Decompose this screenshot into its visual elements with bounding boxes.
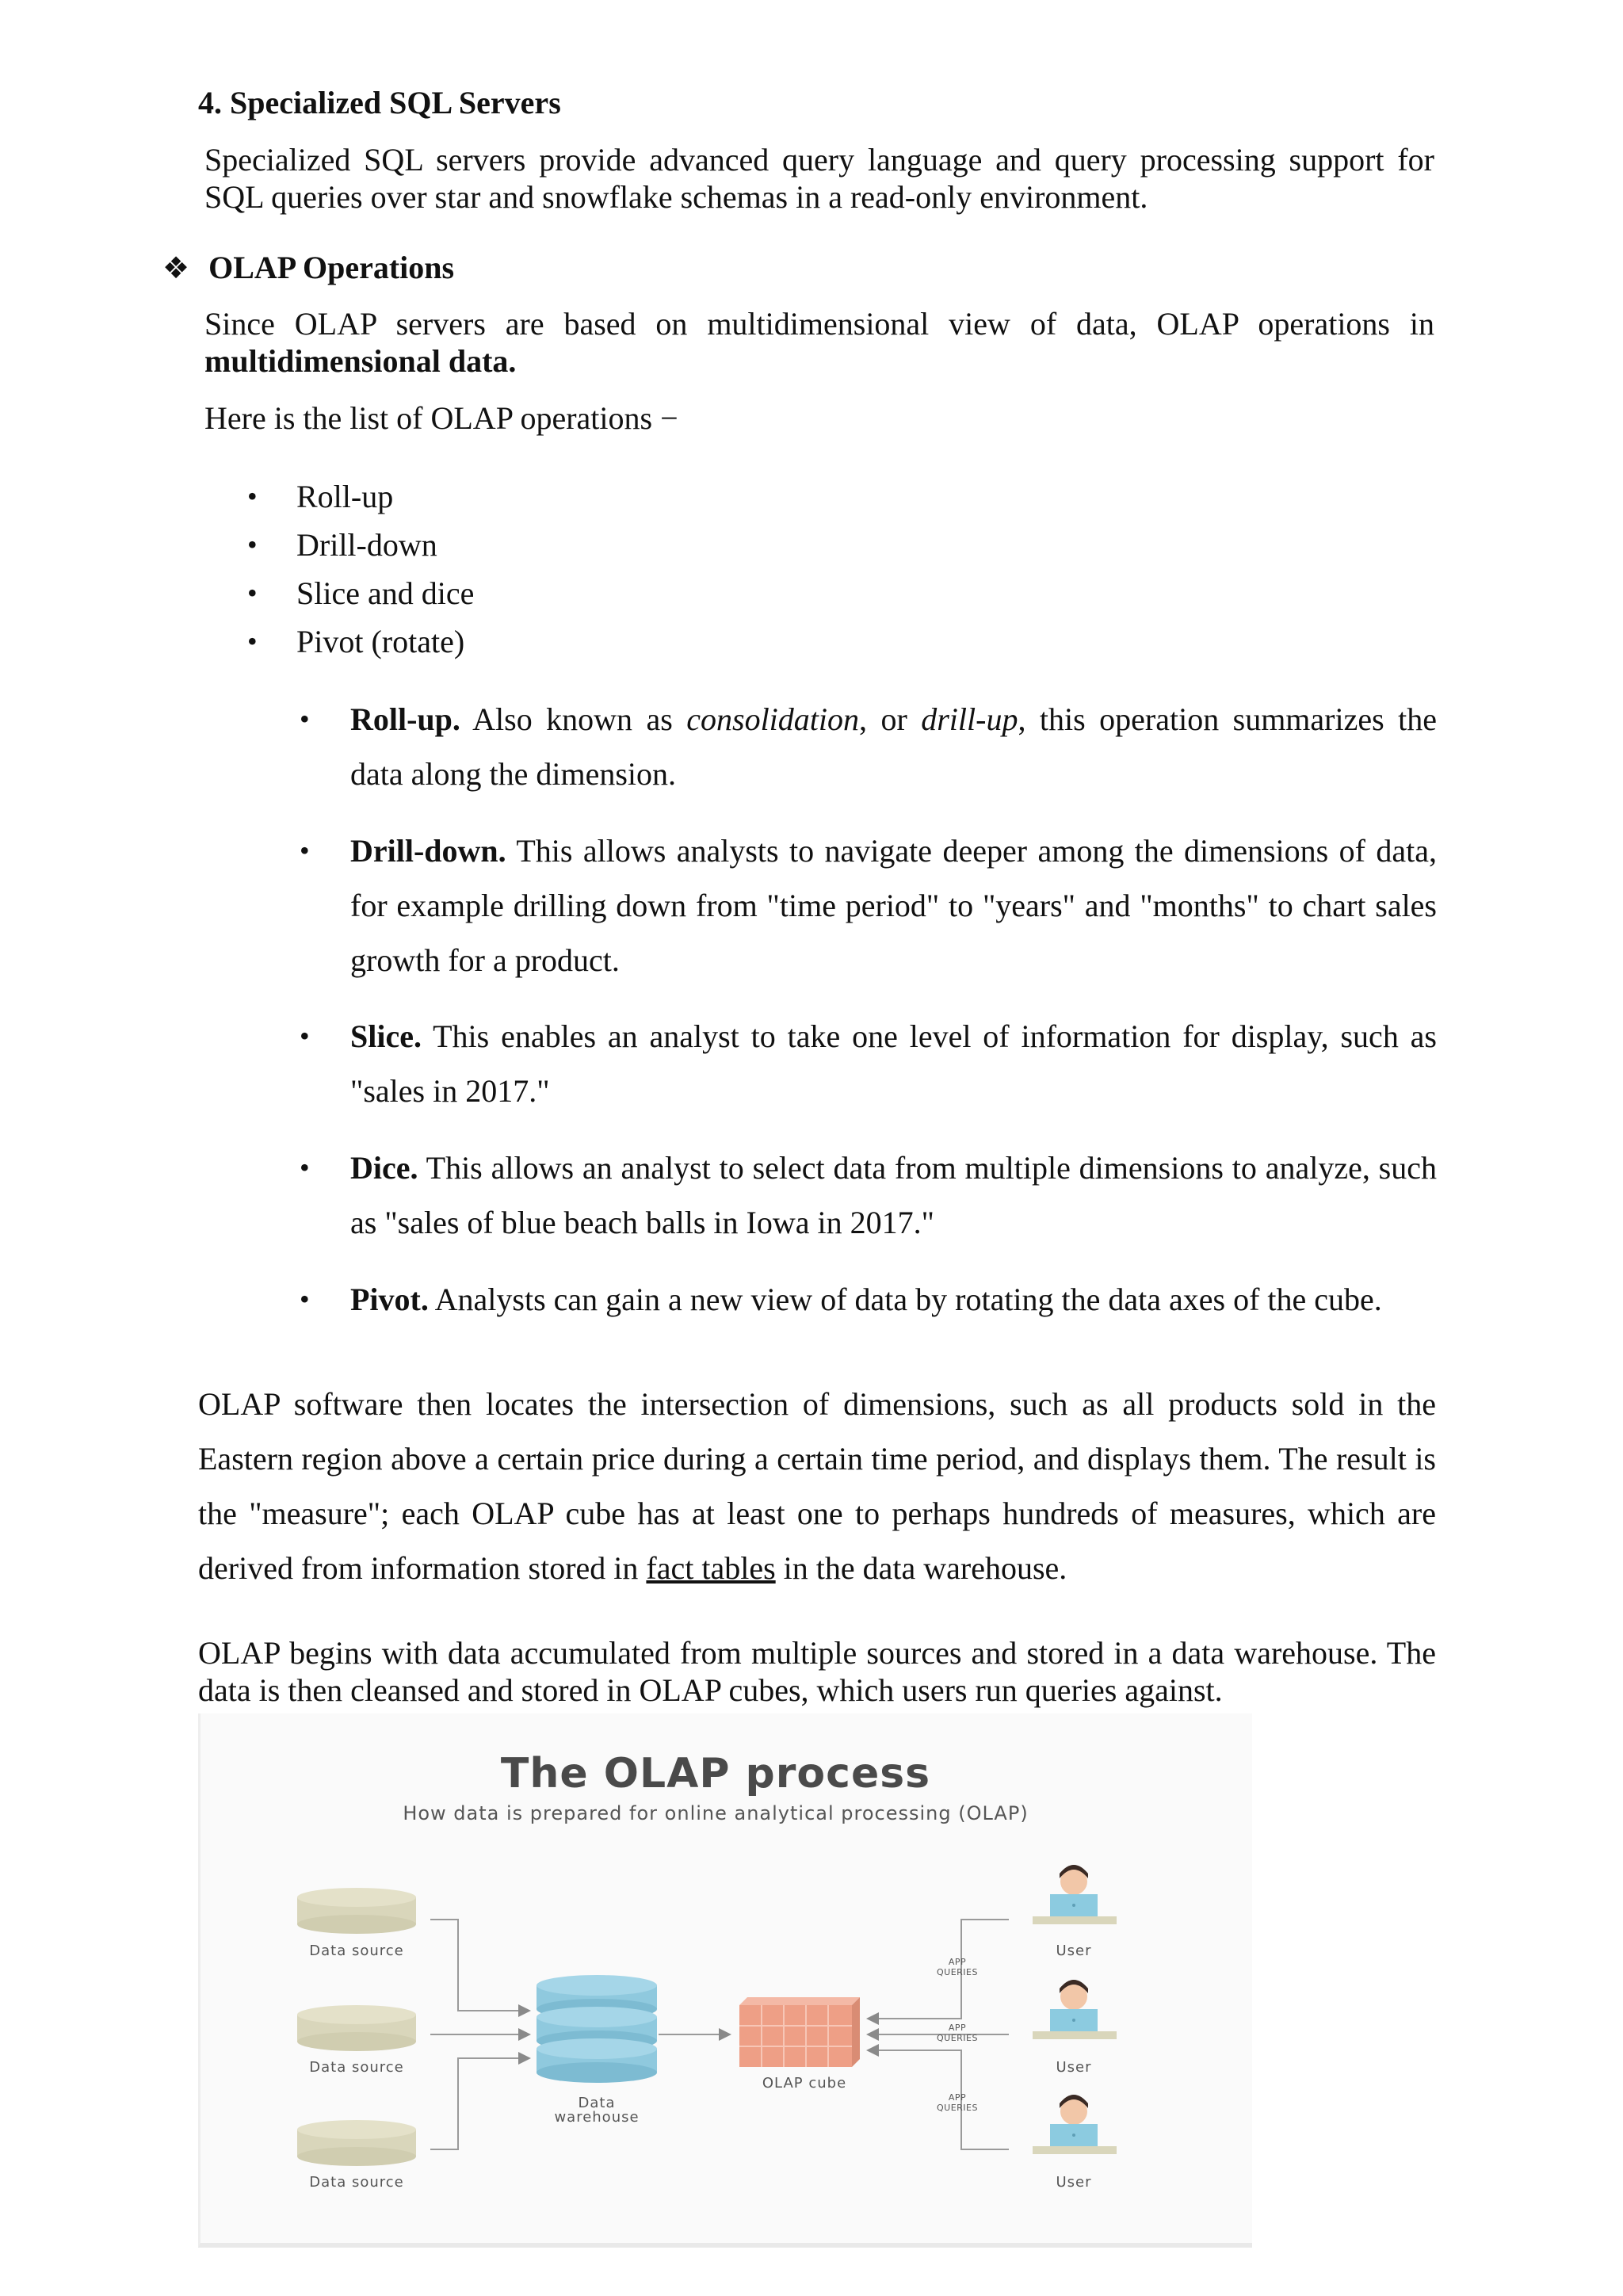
detail-dice: • Dice. This allows an analyst to select data from multiple dimensions to analyze, such as "sales of blue beach balls in Iowa in 2017."	[300, 1150, 1437, 1240]
section-heading: 4. Specialized SQL Servers	[198, 85, 561, 120]
warehouse-label-line1: Data	[578, 2095, 616, 2111]
figure-subtitle: How data is prepared for online analytical processing (OLAP)	[403, 1802, 1029, 1824]
detail-text: Analysts can gain a new view of data by rotating the data axes of the cube.	[428, 1282, 1382, 1317]
data-source-label: Data source	[309, 1943, 404, 1959]
detail-text: This allows analysts to navigate deeper among the dimensions of data, for example drilling down from "time period" to "years" and "months" to chart sales growth for a product.	[350, 833, 1437, 978]
svg-text:QUERIES: QUERIES	[937, 1967, 978, 1977]
user-label: User	[1056, 2174, 1092, 2191]
svg-text:APP: APP	[948, 2092, 967, 2103]
data-warehouse	[537, 1975, 657, 2126]
olap-process-figure	[198, 1713, 1252, 2248]
paragraph-olap-begins: OLAP begins with data accumulated from multiple sources and stored in a data warehouse. The data is then cleansed and stored in OLAP cubes, which users run queries against.	[198, 1635, 1436, 1708]
fact-tables-link[interactable]: fact tables	[646, 1550, 776, 1586]
detail-emphasis: drill-up	[921, 701, 1018, 737]
detail-text: , or	[859, 701, 922, 737]
detail-term: Slice.	[350, 1018, 422, 1054]
app-queries-label-1	[937, 1957, 978, 1977]
section-paragraph: Specialized SQL servers provide advanced query language and query processing support for SQL queries over star and snowflake schemas in a read-only environment.	[204, 142, 1434, 215]
detail-term: Roll-up.	[350, 701, 460, 737]
user-3	[1033, 2095, 1117, 2191]
diamond-bullet-icon: ❖	[162, 250, 190, 285]
data-source-label: Data source	[309, 2174, 404, 2191]
detail-emphasis: consolidation	[686, 701, 860, 737]
detail-text: Also known as	[460, 701, 687, 737]
detail-text: , this operation summarizes the data along the dimension.	[350, 701, 1437, 792]
svg-text:APP: APP	[948, 1957, 967, 1967]
olap-cube-label: OLAP cube	[762, 2075, 847, 2092]
olap-intro-text: Since OLAP servers are based on multidimensional view of data, OLAP operations in	[204, 306, 1434, 342]
paragraph-text: in the data warehouse.	[775, 1550, 1067, 1586]
olap-process-diagram	[200, 1713, 1252, 2243]
detail-slice: • Slice. This enables an analyst to take one level of information for display, such as "sales in 2017."	[300, 1018, 1437, 1109]
detail-pivot: • Pivot. Analysts can gain a new view of data by rotating the data axes of the cube.	[300, 1282, 1382, 1317]
list-item: • Drill-down	[247, 521, 474, 569]
svg-text:QUERIES: QUERIES	[937, 2103, 978, 2113]
svg-text:APP: APP	[948, 2023, 967, 2033]
paragraph-measures	[198, 1377, 1436, 1595]
list-item: • Pivot (rotate)	[247, 617, 474, 666]
user-1	[1033, 1865, 1117, 1959]
list-item: • Roll-up	[247, 472, 474, 521]
list-item: • Slice and dice	[247, 569, 474, 617]
olap-heading	[162, 249, 454, 286]
detail-drilldown: • Drill-down. This allows analysts to navigate deeper among the dimensions of data, for example drilling down from "time period" to "years" and "months" to chart sales growth for a product.	[300, 833, 1437, 978]
olap-intro	[204, 305, 1434, 380]
detail-term: Pivot.	[350, 1282, 429, 1317]
data-source-label: Data source	[309, 2059, 404, 2076]
data-source-2	[297, 2005, 416, 2076]
user-2	[1033, 1980, 1117, 2076]
olap-intro-bold: multidimensional data.	[204, 343, 517, 379]
figure-title: The OLAP process	[500, 1750, 931, 1797]
detail-text: This enables an analyst to take one level of information for display, such as "sales in 2017."	[350, 1018, 1437, 1109]
data-source-3	[297, 2120, 416, 2191]
olap-cube	[739, 1997, 860, 2092]
olap-heading-text: OLAP Operations	[208, 250, 455, 285]
olap-list-intro: Here is the list of OLAP operations −	[204, 400, 678, 436]
detail-text: This allows an analyst to select data from multiple dimensions to analyze, such as "sales of blue beach balls in Iowa in 2017."	[350, 1150, 1437, 1240]
app-queries-label-3	[937, 2092, 978, 2113]
detail-term: Drill-down.	[350, 833, 506, 869]
user-label: User	[1056, 1943, 1092, 1959]
detail-term: Dice.	[350, 1150, 418, 1186]
svg-text:QUERIES: QUERIES	[937, 2033, 978, 2043]
app-queries-label-2	[937, 2023, 978, 2043]
paragraph-text: OLAP software then locates the intersection of dimensions, such as all products sold in the Eastern region above a certain price during a certain time period, and displays them. The result is the "measure"; each OLAP cube has at least one to perhaps hundreds of measures, which are derived from information stored in	[198, 1386, 1436, 1586]
detail-rollup: • Roll-up. Also known as consolidation, or drill-up, this operation summarizes the data along the dimension.	[300, 701, 1437, 792]
warehouse-label-line2: warehouse	[554, 2109, 640, 2126]
user-label: User	[1056, 2059, 1092, 2076]
operations-list	[247, 472, 474, 666]
data-source-1	[297, 1888, 416, 1959]
